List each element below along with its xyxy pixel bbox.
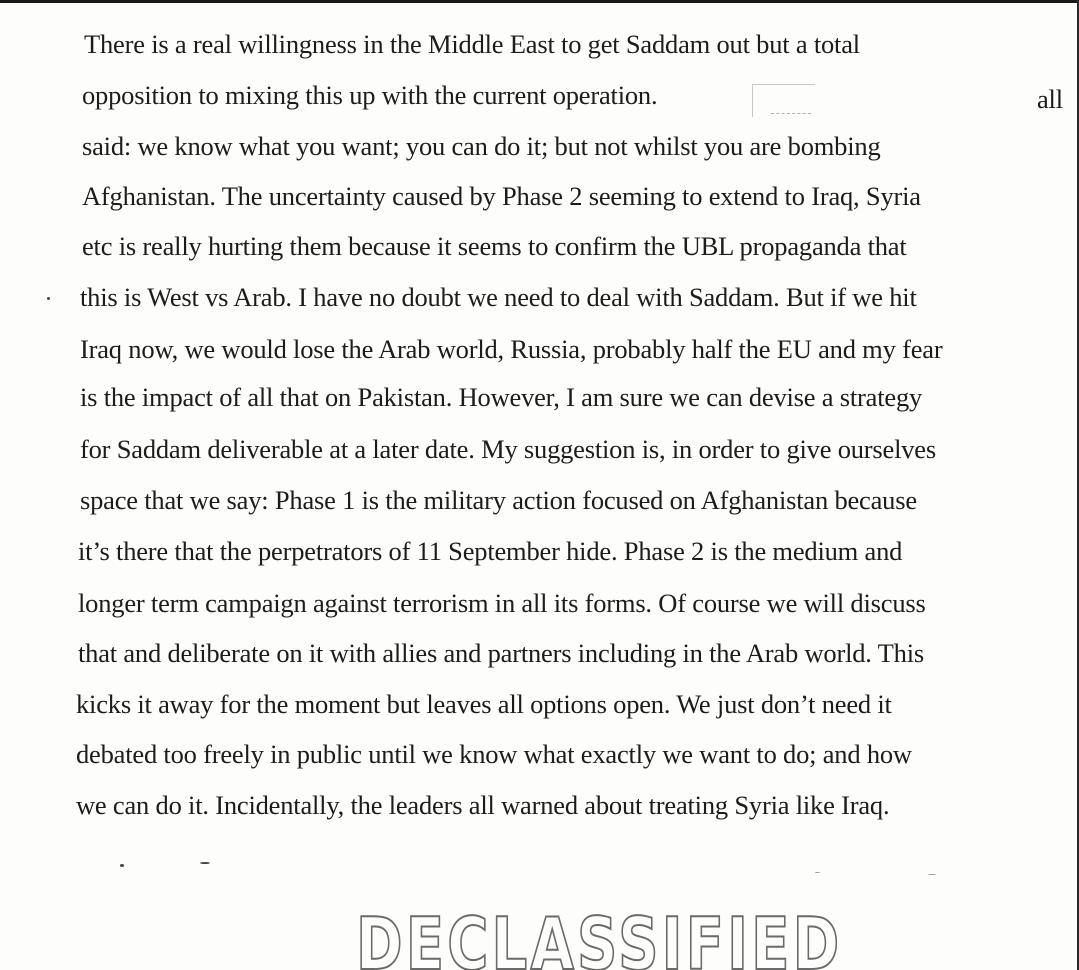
text-line-11: it’s there that the perpetrators of 11 September hide. Phase 2 is the medium and — [78, 536, 903, 566]
text-line-14: kicks it away for the moment but leaves all options open. We just don’t need it — [76, 689, 892, 719]
scan-speck — [120, 864, 124, 867]
stamp-text: DECLASSIFIED — [356, 908, 843, 970]
text-line-5: etc is really hurting them because it seems to confirm the UBL propaganda that — [82, 231, 907, 261]
text-line-15: debated too freely in public until we know what exactly we want to do; and how — [76, 739, 912, 769]
scan-speck — [928, 874, 936, 875]
text-line-1: There is a real willingness in the Middle East to get Saddam out but a total — [84, 29, 860, 59]
scan-speck — [47, 297, 50, 300]
text-line-10: space that we say: Phase 1 is the military action focused on Afghanistan because — [80, 485, 917, 515]
text-line-8: is the impact of all that on Pakistan. However, I am sure we can devise a strategy — [80, 382, 923, 412]
text-line-13: that and deliberate on it with allies and partners including in the Arab world. This — [78, 638, 924, 668]
text-line-6: this is West vs Arab. I have no doubt we need to deal with Saddam. But if we hit — [80, 282, 917, 312]
text-line-2-end: all — [1037, 84, 1063, 114]
text-line-12: longer term campaign against terrorism in all its forms. Of course we will discuss — [78, 588, 926, 618]
scan-speck — [815, 872, 820, 873]
scan-speck — [200, 862, 210, 864]
text-line-4: Afghanistan. The uncertainty caused by Phase 2 seeming to extend to Iraq, Syria — [82, 181, 921, 211]
text-line-7: Iraq now, we would lose the Arab world, Russia, probably half the EU and my fear — [80, 334, 943, 364]
text-line-2: opposition to mixing this up with the current operation. — [82, 80, 658, 110]
text-line-3: said: we know what you want; you can do it; but not whilst you are bombing — [82, 131, 881, 161]
top-border — [0, 0, 1079, 3]
redacted-area — [752, 84, 815, 117]
declassified-stamp — [0, 908, 1079, 970]
text-line-9: for Saddam deliverable at a later date. My suggestion is, in order to give ourselves — [80, 434, 936, 464]
text-line-16: we can do it. Incidentally, the leaders all warned about treating Syria like Iraq. — [76, 790, 890, 820]
